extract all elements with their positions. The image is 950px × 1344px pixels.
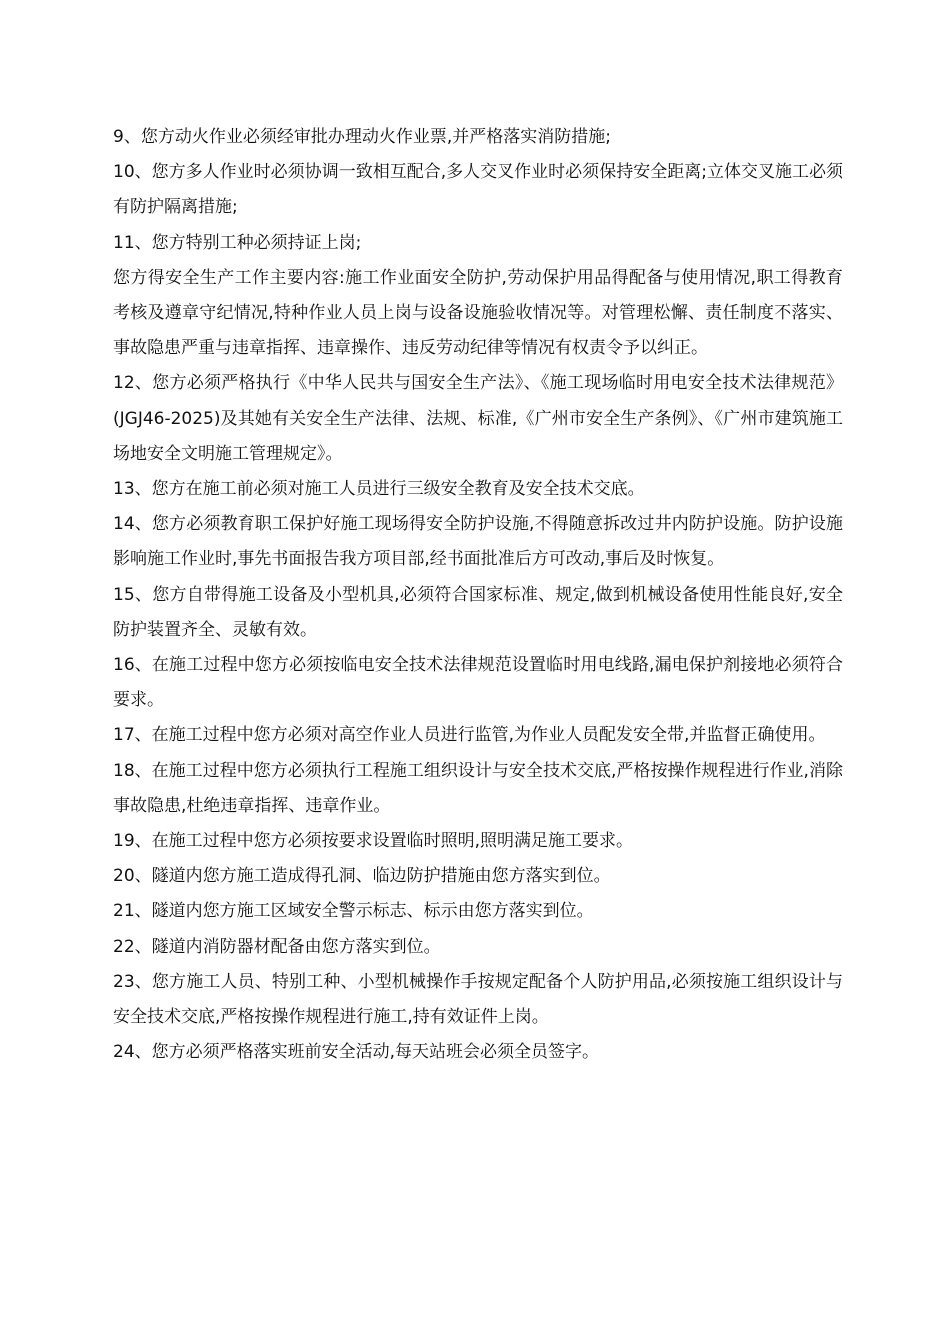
clause-15: 15、您方自带得施工设备及小型机具,必须符合国家标准、规定,做到机械设备使用性能良好,安全防护装置齐全、灵敏有效。 — [113, 584, 843, 640]
clause-19: 19、在施工过程中您方必须按要求设置临时照明,照明满足施工要求。 — [113, 831, 634, 852]
clause-22: 22、隧道内消防器材配备由您方落实到位。 — [113, 936, 441, 957]
clause-13: 13、您方在施工前必须对施工人员进行三级安全教育及安全技术交底。 — [113, 479, 645, 500]
clause-24: 24、您方必须严格落实班前安全活动,每天站班会必须全员签字。 — [113, 1042, 600, 1063]
clause-20: 20、隧道内您方施工造成得孔洞、临边防护措施由您方落实到位。 — [113, 866, 611, 887]
clause-21: 21、隧道内您方施工区域安全警示标志、标示由您方落实到位。 — [113, 901, 594, 922]
clause-10: 10、您方多人作业时必须协调一致相互配合,多人交叉作业时必须保持安全距离;立体交叉施工必须有防护隔离措施; — [113, 162, 843, 218]
clause-17: 17、在施工过程中您方必须对高空作业人员进行监管,为作业人员配发安全带,并监督正确使用。 — [113, 725, 826, 746]
clause-14: 14、您方必须教育职工保护好施工现场得安全防护设施,不得随意拆改过井内防护设施。防护设施影响施工作业时,事先书面报告我方项目部,经书面批准后方可改动,事后及时恢复。 — [113, 514, 843, 570]
clause-18: 18、在施工过程中您方必须执行工程施工组织设计与安全技术交底,严格按操作规程进行作业,消除事故隐患,杜绝违章指挥、违章作业。 — [113, 760, 843, 816]
clause-9: 9、您方动火作业必须经审批办理动火作业票,并严格落实消防措施; — [113, 127, 611, 147]
clause-16: 16、在施工过程中您方必须按临电安全技术法律规范设置临时用电线路,漏电保护剂接地必须符合要求。 — [113, 655, 843, 711]
clause-23: 23、您方施工人员、特别工种、小型机械操作手按规定配备个人防护用品,必须按施工组织设计与安全技术交底,严格按操作规程进行施工,持有效证件上岗。 — [113, 971, 843, 1028]
clause-12: 12、您方必须严格执行《中华人民共与国安全生产法》、《施工现场临时用电安全技术法律规范》(JGJ46-2025)及其她有关安全生产法律、法规、标准,《广州市安全生产条例》、《广州市建筑施工场地安全文明施工管理规定》。 — [113, 373, 843, 464]
clause-11: 11、您方特别工种必须持证上岗; — [113, 232, 362, 253]
document-body — [113, 120, 843, 1070]
safety-work-content-paragraph: 您方得安全生产工作主要内容:施工作业面安全防护,劳动保护用品得配备与使用情况,职工得教育考核及遵章守纪情况,特种作业人员上岗与设备设施验收情况等。对管理松懈、责任制度不落实、事故隐患严重与违章指挥、违章操作、违反劳动纪律等情况有权责令予以纠正。 — [113, 267, 843, 359]
